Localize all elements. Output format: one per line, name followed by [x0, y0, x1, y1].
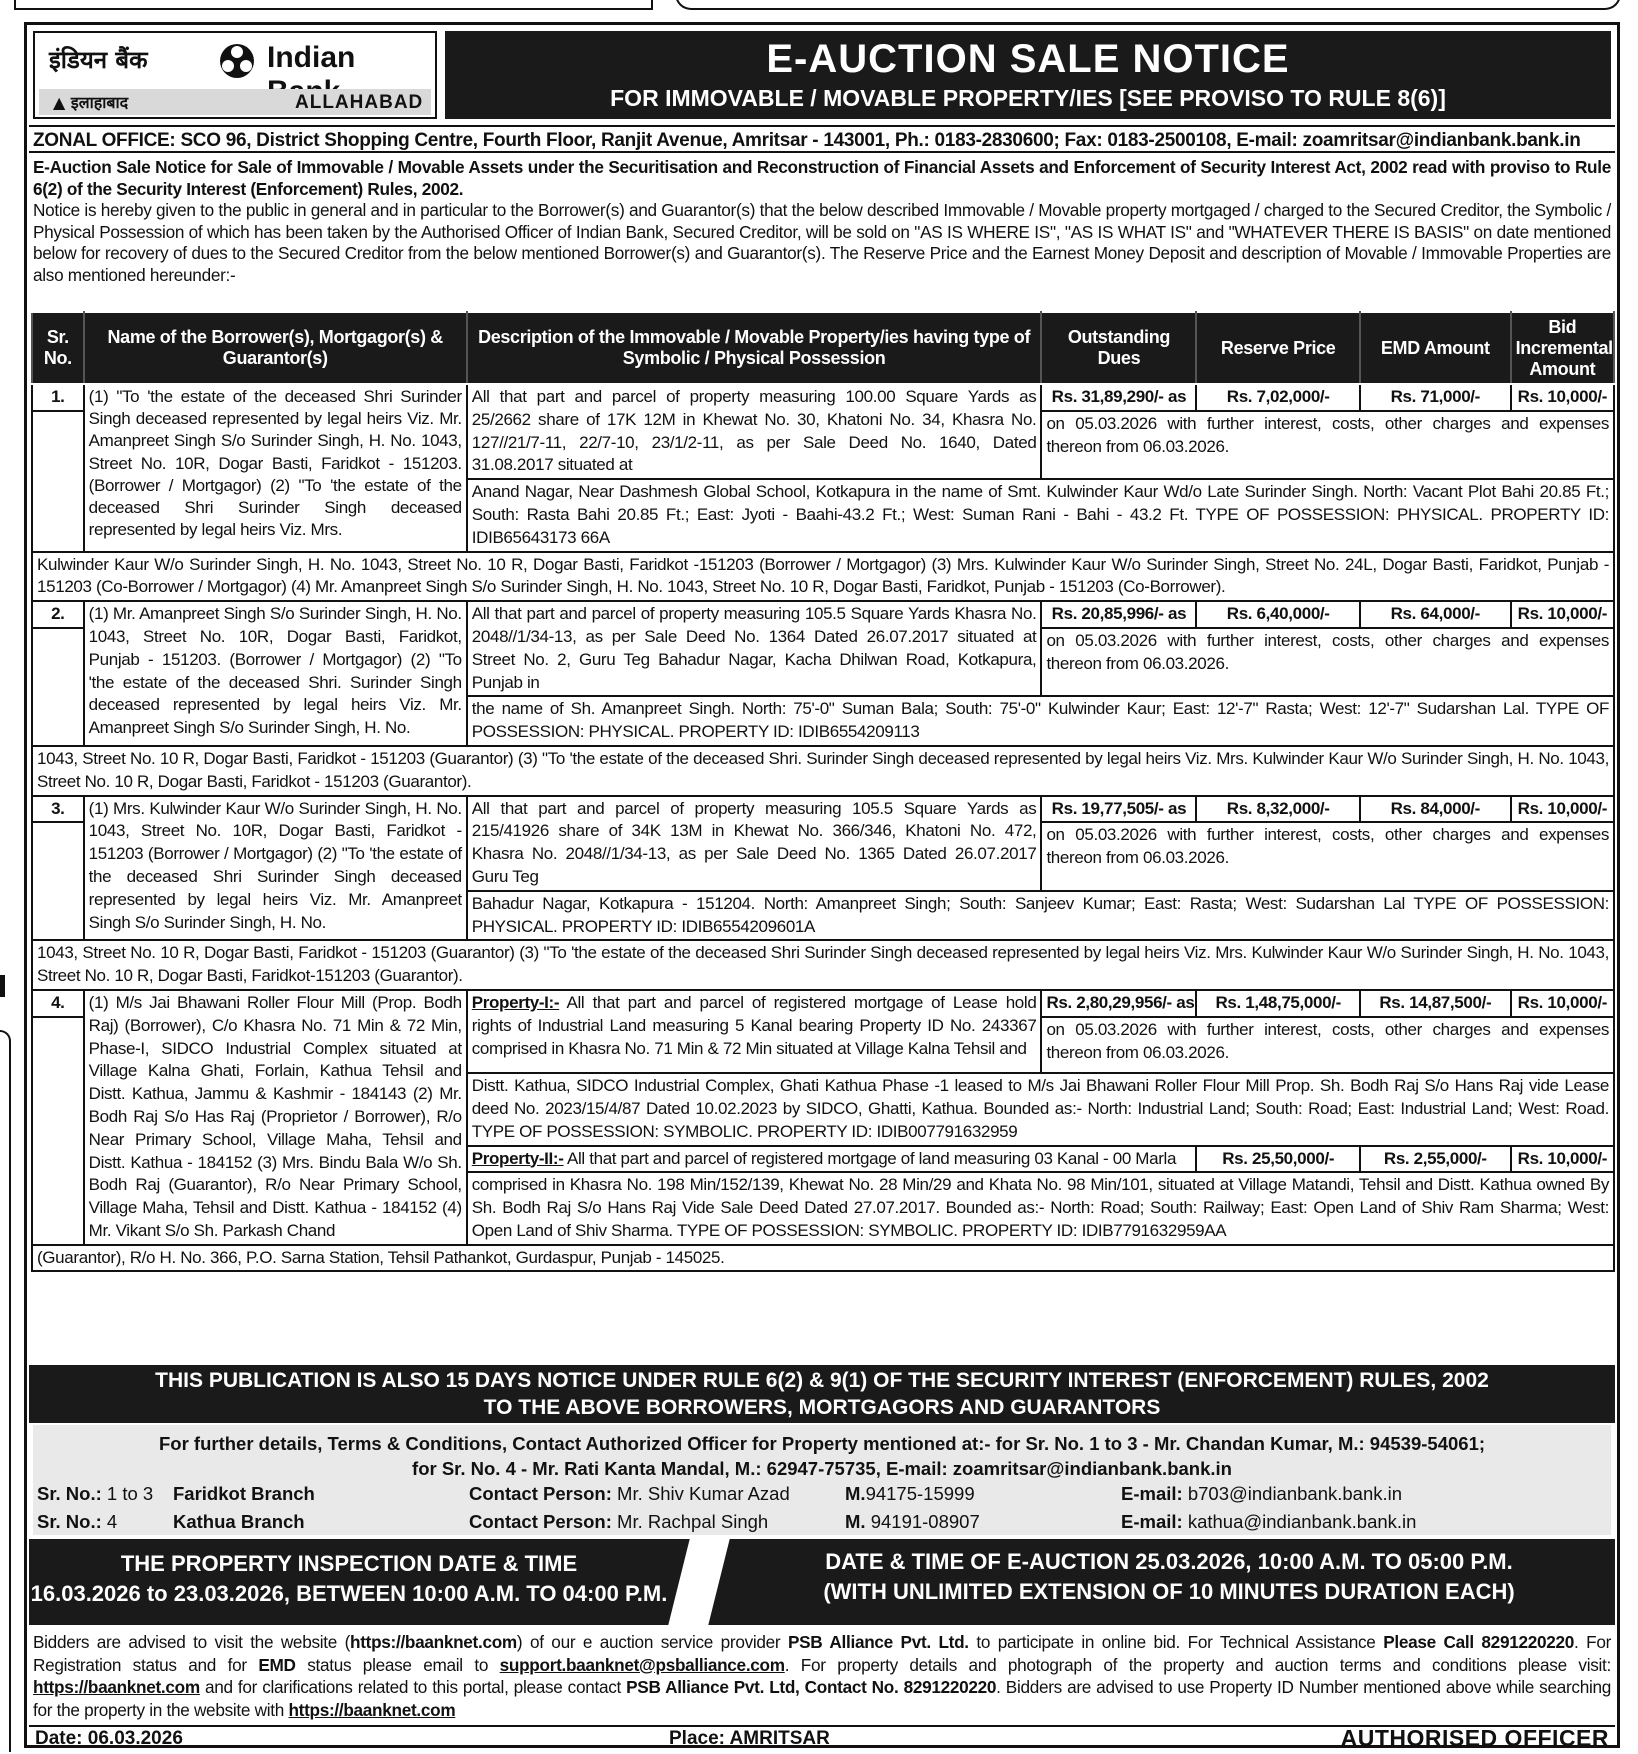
- reserve-price: Rs. 1,48,75,000/-: [1196, 990, 1360, 1017]
- table-row: [32, 940, 1614, 990]
- contact-row: Sr. No.: 4: [37, 1511, 118, 1532]
- row-sr: 3.: [32, 796, 84, 823]
- table-header-row: [32, 312, 1614, 384]
- interest-note: on 05.03.2026 with further interest, costs, other charges and expenses thereon from 06.03.2026.: [1041, 1017, 1614, 1073]
- margin-mark: [0, 975, 5, 997]
- outstanding-dues: Rs. 19,77,505/- as: [1041, 796, 1196, 823]
- baanknet-link-2[interactable]: https://baanknet.com: [33, 1677, 200, 1698]
- auction-info: [729, 1547, 1609, 1607]
- outstanding-dues: Rs. 31,89,290/- as: [1041, 384, 1196, 411]
- parties-continued: 1043, Street No. 10 R, Dogar Basti, Faridkot - 151203 (Guarantor) (3) "To 'the estate of the deceased Shri. Surinder Singh deceased represented by legal heirs Viz. Mrs. Kulwinder Kaur W/o Surinder Singh, H. No. 1043, Street No. 10 R, Dogar Basti, Faridkot - 151203 (Guarantor).: [32, 746, 1614, 796]
- parties-continued: Kulwinder Kaur W/o Surinder Singh, H. No. 1043, Street No. 10 R, Dogar Basti, Faridkot -151203 (Borrower / Mortgagor) (3) Mrs. Kulwinder Kaur W/o Surinder Singh, Street No. 24L, Dogar Basti, Faridkot, Punjab - 151203 (Co-Borrower / Mortgagor) (4) Mr. Amanpreet Singh S/o Surinder Singh, H. No. 1043, Street No. 10 R, Dogar Basti, Faridkot, Punjab - 151203 (Co-Borrower).: [32, 552, 1614, 602]
- col-reserve: Reserve Price: [1196, 312, 1360, 384]
- description-cell: All that part and parcel of property measuring 105.5 Square Yards Khasra No. 2048//1/34-13, as per Sale Deed No. 1364 Dated 26.07.2017 situated at Street No. 2, Guru Teg Bahadur Nagar, Kacha Dhilwan Road, Kotkapura, Punjab in: [467, 601, 1042, 696]
- interest-note: on 05.03.2026 with further interest, costs, other charges and expenses thereon from 06.03.2026.: [1041, 822, 1614, 890]
- interest-note: on 05.03.2026 with further interest, costs, other charges and expenses thereon from 06.03.2026.: [1041, 628, 1614, 696]
- baanknet-link[interactable]: https://baanknet.com: [350, 1632, 517, 1652]
- emd-amount: Rs. 14,87,500/-: [1360, 990, 1511, 1017]
- property-1-text: All that part and parcel of registered mortgage of Lease hold rights of Industrial Land measuring 5 Kanal bearing Property ID No. 243367 comprised in Khasra No. 71 Min & 72 Min situated at Village Kalna Tehsil and: [471, 992, 1037, 1058]
- table-row: [32, 990, 1614, 1017]
- inspection-title: THE PROPERTY INSPECTION DATE & TIME: [120, 1551, 578, 1576]
- auction-extension: (WITH UNLIMITED EXTENSION OF 10 MINUTES DURATION EACH): [823, 1579, 1515, 1604]
- allahabad-hindi: ▲ इलाहाबाद: [53, 93, 129, 112]
- publication-line-1: THIS PUBLICATION IS ALSO 15 DAYS NOTICE UNDER RULE 6(2) & 9(1) OF THE SECURITY INTEREST (ENFORCEMENT) RULES, 2002: [155, 1369, 1489, 1392]
- row-sr-spacer: [32, 628, 84, 746]
- authorised-officer: AUTHORISED OFFICER: [1340, 1725, 1609, 1751]
- row-sr: 4.: [32, 990, 84, 1017]
- inspection-dates: 16.03.2026 to 23.03.2026, BETWEEN 10:00 A.M. TO 04:00 P.M.: [30, 1581, 668, 1606]
- auction-date: DATE & TIME OF E-AUCTION 25.03.2026, 10:00 A.M. TO 05:00 P.M.: [825, 1549, 1513, 1574]
- contact-lead: [33, 1425, 1611, 1481]
- contact-email: E-mail: b703@indianbank.bank.in: [1121, 1483, 1403, 1504]
- property-2-reserve: Rs. 25,50,000/-: [1196, 1146, 1360, 1173]
- row-sr: 2.: [32, 601, 84, 628]
- previous-ad-border: [0, 0, 1638, 14]
- bidders-instructions: Bidders are advised to visit the website (https://baanknet.com) of our e auction service provider PSB Alliance Pvt. Ltd. to participate in online bid. For Technical Assistance Please Call 8291220220. For Registration status and for EMD status please email to support.baanknet@psballiance.com. For property details and photograph of the property and auction terms and conditions please visit: https://baanknet.com and for clarifications related to this portal, please contact PSB Alliance Pvt. Ltd, Contact No. 8291220220. Bidders are advised to use Property ID Number mentioned above while searching for the property in the website with https://baanknet.com: [33, 1632, 1612, 1720]
- table-row: [32, 746, 1614, 796]
- contact-person: Contact Person: Mr. Rachpal Singh: [469, 1511, 769, 1532]
- reserve-price: Rs. 8,32,000/-: [1196, 796, 1360, 823]
- property-2-emd: Rs. 2,55,000/-: [1360, 1146, 1511, 1173]
- description-cell: All that part and parcel of property measuring 100.00 Square Yards as 25/2662 share of 17K 12M in Khewat No. 30, Khatoni No. 34, Khasra No. 127//21/7-11, 22/7-10, 23/1/2-11, as per Sale Deed No. 1640, Dated 31.08.2017 situated at: [467, 384, 1042, 479]
- col-outstanding: Outstanding Dues: [1041, 312, 1196, 384]
- col-emd: EMD Amount: [1360, 312, 1511, 384]
- property-2-cell: [467, 1146, 1197, 1173]
- notice-place: Place: AMRITSAR: [669, 1728, 830, 1749]
- description-cell: All that part and parcel of property measuring 105.5 Square Yards as 215/41926 share of 34K 13M in Khewat No. 366/346, Khatoni No. 472, Khasra No. 2048//1/34-13, as per Sale Deed No. 1365 Dated 26.07.2017 Guru Teg: [467, 796, 1042, 891]
- notice-date: Date: 06.03.2026: [35, 1728, 183, 1749]
- outstanding-dues: Rs. 2,80,29,956/- as: [1041, 990, 1196, 1017]
- baanknet-link-3[interactable]: https://baanknet.com: [288, 1699, 456, 1720]
- property-2-text: All that part and parcel of registered mortgage of land measuring 03 Kanal - 00 Marla: [567, 1148, 1177, 1168]
- borrower-cell: (1) Mr. Amanpreet Singh S/o Surinder Singh, H. No. 1043, Street No. 10R, Dogar Basti, Faridkot, Punjab - 151203. (Borrower / Mortgagor) (2) "To 'the estate of the deceased Shri. Surinder Singh deceased represented by legal heirs Viz. Mr. Amanpreet Singh S/o Surinder Singh, H. No.: [84, 601, 467, 746]
- allahabad-english: ALLAHABAD: [295, 92, 424, 113]
- description-continued: Distt. Kathua, SIDCO Industrial Complex, Ghati Kathua Phase -1 leased to M/s Jai Bhawani Roller Flour Mill Prop. Sh. Bodh Raj S/o Hans Raj vide Lease deed No. 2023/15/4/87 Dated 10.02.2023 by SIDCO, Ghatti, Kathua. Bounded as:- North: Industrial Land; South: Road; East: Industrial Land; West: Road. TYPE OF POSSESSION: SYMBOLIC. PROPERTY ID: IDIB007791632959: [467, 1073, 1614, 1145]
- table-row: [32, 1245, 1614, 1272]
- contact-mobile: M.94175-15999: [845, 1483, 975, 1504]
- row-sr-spacer: [32, 411, 84, 552]
- contact-section: [33, 1425, 1611, 1535]
- inspection-auction-banner: [29, 1539, 1615, 1625]
- notice-header: [27, 25, 1617, 125]
- col-borrower: Name of the Borrower(s), Mortgagor(s) & Guarantor(s): [84, 312, 467, 384]
- property-2-label: Property-II:-: [471, 1148, 564, 1168]
- intro-para-2: Notice is hereby given to the public in general and in particular to the Borrower(s) and Guarantor(s) that the below described Immovable / Movable property mortgaged / charged to the Secured Creditor, the Symbolic / Physical Possession of which has been taken by the Authorised Officer of Indian Bank, Secured Creditor, will be sold on "AS IS WHERE IS", "AS IS WHAT IS" and "WHATEVER THERE IS BASIS" on date mentioned below for recovery of dues to the Secured Creditor from the below mentioned Borrower(s) and Guarantor(s). The Reserve Price and the Earnest Money Deposit and description of Movable / Immovable Properties are also mentioned hereunder:-: [33, 200, 1611, 285]
- description-continued: Anand Nagar, Near Dashmesh Global School, Kotkapura in the name of Smt. Kulwinder Kaur Wd/o Late Surinder Singh. North: Vacant Plot Bahi 20.85 Ft.; South: Rasta Bahi 20.85 Ft.; East: Jyoti - Baahi-43.2 Ft.; West: Suman Rani - Bahi - 43.2 Ft. TYPE OF POSSESSION: PHYSICAL. PROPERTY ID: IDIB65643173 66A: [467, 479, 1614, 551]
- publication-line-2: TO THE ABOVE BORROWERS, MORTGAGORS AND GUARANTORS: [483, 1396, 1161, 1419]
- notice-footer: [29, 1725, 1615, 1749]
- property-table: [31, 311, 1615, 1272]
- reserve-price: Rs. 6,40,000/-: [1196, 601, 1360, 628]
- zonal-office-address: ZONAL OFFICE: SCO 96, District Shopping Centre, Fourth Floor, Ranjit Avenue, Amritsar - 143001, Ph.: 0183-2830600; Fax: 0183-2500108, E-mail: zoamritsar@indianbank.bank.in: [29, 125, 1615, 153]
- bid-increment: Rs. 10,000/-: [1511, 796, 1614, 823]
- contact-branch: Faridkot Branch: [173, 1483, 315, 1504]
- bank-name-english: Indian: [267, 41, 356, 74]
- borrower-cell: (1) Mrs. Kulwinder Kaur W/o Surinder Singh, H. No. 1043, Street No. 10R, Dogar Basti, Faridkot - 151203 (Borrower / Mortgagor) (2) "To 'the estate of the deceased Shri Surinder Singh deceased represented by legal heirs Viz. Mr. Amanpreet Singh S/o Surinder Singh, H. No.: [84, 796, 467, 941]
- description-cell: [467, 990, 1042, 1073]
- description-continued: the name of Sh. Amanpreet Singh. North: 75'-0" Suman Bala; South: 75'-0" Kulwinder Kaur; East: 12'-7" Rasta; West: 12'-7" Sudarshan Lal. TYPE OF POSSESSION: PHYSICAL. PROPERTY ID: IDIB6554209113: [467, 696, 1614, 746]
- adjacent-ad-border: [0, 1030, 11, 1752]
- notice-subtitle: FOR IMMOVABLE / MOVABLE PROPERTY/IES [SEE PROVISO TO RULE 8(6)]: [610, 85, 1446, 111]
- bid-increment: Rs. 10,000/-: [1511, 601, 1614, 628]
- contact-person: Contact Person: Mr. Shiv Kumar Azad: [469, 1483, 790, 1504]
- borrower-cell: (1) M/s Jai Bhawani Roller Flour Mill (Prop. Bodh Raj) (Borrower), C/o Khasra No. 71 Min & 72 Min, Phase-I, SIDCO Industrial Complex situated at Village Kalna Ghati, Forlain, Kathua Tehsil and Distt. Kathua, Jammu & Kashmir - 184143 (2) Mr. Bodh Raj S/o Has Raj (Proprietor / Borrower), R/o Near Primary School, Village Maha, Tehsil and Distt. Kathua - 184152 (3) Mrs. Bindu Bala W/o Sh. Bodh Raj (Guarantor), R/o Near Primary School, Village Maha, Tehsil and Distt. Kathua - 184152 (4) Mr. Vikant S/o Sh. Parkash Chand: [84, 990, 467, 1245]
- indian-bank-emblem-icon: [213, 41, 261, 81]
- bid-increment: Rs. 10,000/-: [1511, 990, 1614, 1017]
- description-continued: Bahadur Nagar, Kotkapura - 151204. North: Amanpreet Singh; South: Sanjeev Kumar; East: Rasta; West: Sudarshan Lal TYPE OF POSSESSION: PHYSICAL. PROPERTY ID: IDIB6554209601A: [467, 891, 1614, 941]
- parties-continued: (Guarantor), R/o H. No. 366, P.O. Sarna Station, Tehsil Pathankot, Gurdaspur, Punjab - 145025.: [32, 1245, 1614, 1272]
- reserve-price: Rs. 7,02,000/-: [1196, 384, 1360, 411]
- property-2-bid: Rs. 10,000/-: [1511, 1146, 1614, 1173]
- support-email-link[interactable]: support.baanknet@psballiance.com: [499, 1654, 785, 1675]
- emd-amount: Rs. 64,000/-: [1360, 601, 1511, 628]
- col-bid: Bid Incremental Amount: [1511, 312, 1614, 384]
- property-2-continued: comprised in Khasra No. 198 Min/152/139, Khewat No. 28 Min/29 and Khata No. 98 Min/101, situated at Village Matandi, Tehsil and Distt. Kathua owned By Sh. Bodh Raj S/o Hans Raj Vide Sale Deed Dated 27.07.2017. Bounded as:- North: Road; South: Railway; East: Open Land of Shiv Ram Sharma; West: Open Land of Shiv Sharma. TYPE OF POSSESSION: SYMBOLIC. PROPERTY ID: IDIB7791632959AA: [467, 1172, 1614, 1244]
- intro-para-1: E-Auction Sale Notice for Sale of Immovable / Movable Assets under the Securitisation and Reconstruction of Financial Assets and Enforcement of Security Interest Act, 2002 read with proviso to Rule 6(2) of the Security Interest (Enforcement) Rules, 2002.: [33, 157, 1611, 199]
- borrower-cell: (1) "To 'the estate of the deceased Shri Surinder Singh deceased represented by legal heirs Viz. Mr. Amanpreet Singh S/o Surinder Singh, H. No. 1043, Street No. 10R, Dogar Basti, Faridkot - 151203. (Borrower / Mortgagor) (2) "To 'the estate of the deceased Shri Surinder Singh deceased represented by legal heirs Viz. Mrs.: [84, 384, 467, 552]
- inspection-info: [29, 1549, 669, 1609]
- contact-row: Sr. No.: 1 to 3: [37, 1483, 154, 1504]
- auction-notice: [24, 22, 1620, 1751]
- interest-note: on 05.03.2026 with further interest, costs, other charges and expenses thereon from 06.03.2026.: [1041, 411, 1614, 479]
- contact-line-1: For further details, Terms & Conditions, Contact Authorized Officer for Property mentioned at:- for Sr. No. 1 to 3 - Mr. Chandan Kumar, M.: 94539-54061;: [158, 1433, 1486, 1454]
- emd-amount: Rs. 71,000/-: [1360, 384, 1511, 411]
- row-sr: 1.: [32, 384, 84, 411]
- contact-branch: Kathua Branch: [173, 1511, 305, 1532]
- bid-increment: Rs. 10,000/-: [1511, 384, 1614, 411]
- row-sr-spacer: [32, 822, 84, 940]
- table-row: [32, 796, 1614, 823]
- property-1-label: Property-I:-: [471, 992, 560, 1012]
- emd-amount: Rs. 84,000/-: [1360, 796, 1511, 823]
- publication-banner: [29, 1365, 1615, 1423]
- title-banner: [445, 31, 1611, 119]
- bank-name-hindi: इंडियन बैंक: [49, 46, 148, 74]
- parties-continued: 1043, Street No. 10 R, Dogar Basti, Faridkot - 151203 (Guarantor) (3) "To 'the estate of the deceased Shri Surinder Singh deceased represented by legal heirs Viz. Mrs. Kulwinder Kaur W/o Surinder Singh, H. No. 1043, Street No. 10 R, Dogar Basti, Faridkot-151203 (Guarantor).: [32, 940, 1614, 990]
- col-sr: Sr. No.: [32, 312, 84, 384]
- contact-mobile: M. 94191-08907: [845, 1511, 980, 1532]
- contact-email: E-mail: kathua@indianbank.bank.in: [1121, 1511, 1417, 1532]
- bank-logo: [33, 31, 437, 119]
- col-description: Description of the Immovable / Movable Property/ies having type of Symbolic / Physical Possession: [467, 312, 1042, 384]
- table-row: [32, 552, 1614, 602]
- row-sr-spacer: [32, 1017, 84, 1245]
- outstanding-dues: Rs. 20,85,996/- as: [1041, 601, 1196, 628]
- contact-line-2: for Sr. No. 4 - Mr. Rati Kanta Mandal, M.: 62947-75735, E-mail: zoamritsar@indianbank.bank.in: [412, 1458, 1232, 1479]
- intro-text: [33, 157, 1611, 287]
- notice-title: E-AUCTION SALE NOTICE: [766, 37, 1290, 81]
- table-row: [32, 601, 1614, 628]
- banner-divider: [668, 1539, 729, 1625]
- table-row: [32, 384, 1614, 411]
